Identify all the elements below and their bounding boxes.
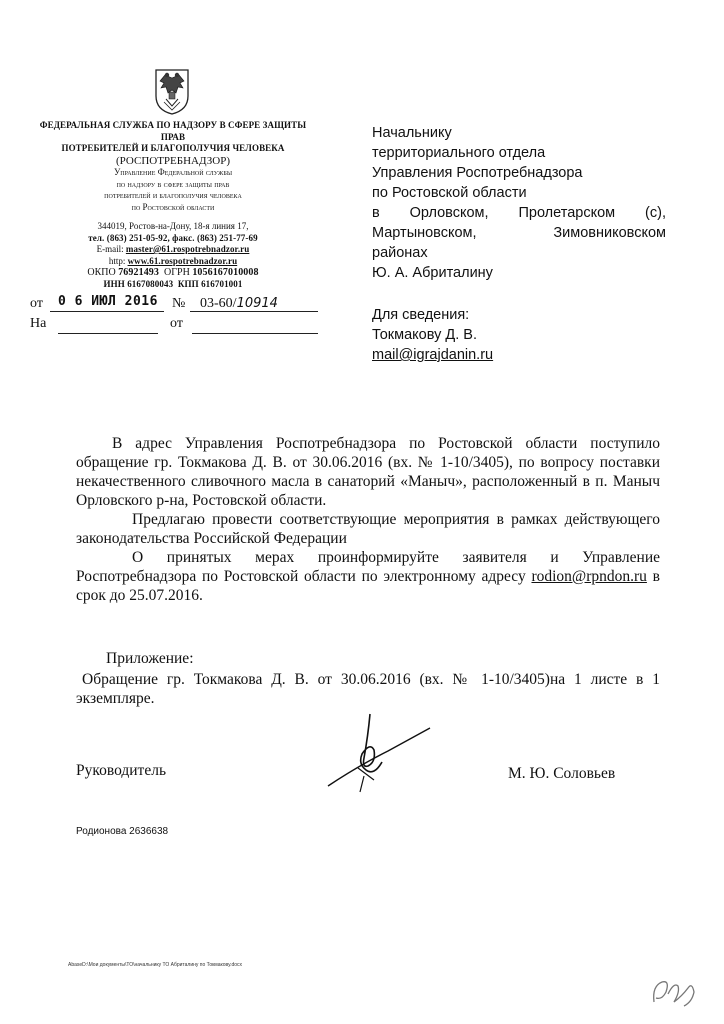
addressee-word: (с), — [645, 205, 666, 221]
email-label: E-mail: — [96, 244, 126, 254]
signatory-name: М. Ю. Соловьев — [508, 765, 616, 782]
addressee-line2: территориального отдела — [372, 145, 546, 161]
org-short-name: (РОСПОТРЕБНАДЗОР) — [116, 154, 230, 167]
addressee-word: Пролетарском — [518, 205, 616, 221]
number-prefix: 03-60/ — [200, 296, 237, 311]
coat-of-arms-icon — [150, 66, 194, 116]
number-value — [200, 296, 278, 312]
response-email-link[interactable]: rodion@rpndon.ru — [531, 568, 647, 585]
handwritten-initials-icon — [648, 972, 704, 1012]
organization-header — [28, 120, 318, 290]
org-name-line2: ПОТРЕБИТЕЛЕЙ И БЛАГОПОЛУЧИЯ ЧЕЛОВЕКА — [61, 143, 285, 153]
date-stamp: 0 6 ИЮЛ 2016 — [58, 294, 158, 309]
copy-name: Токмакову Д. В. — [372, 327, 477, 343]
org-inn-kpp — [28, 279, 318, 291]
okpo-value: 76921493 — [118, 267, 160, 278]
org-okpo-ogrn — [28, 267, 318, 279]
addressee-word: Зимовниковском — [553, 225, 666, 241]
on-label: На — [30, 316, 47, 331]
on-underline — [58, 333, 158, 334]
appendix-block — [76, 649, 660, 708]
date-underline — [50, 311, 164, 312]
dept-line2: по надзору в сфере защиты прав — [116, 178, 230, 189]
inn-value: 6167080043 — [127, 278, 174, 289]
p3-end: в срок до 25.07.2016. — [76, 568, 660, 604]
dept-line4: по Ростовской области — [131, 201, 215, 212]
copy-email-link[interactable]: mail@igrajdanin.ru — [372, 347, 494, 363]
addressee-block — [372, 123, 666, 365]
appendix-text: Обращение гр. Токмакова Д. В. от 30.06.2016 (вх. № 1-10/3405)на 1 листе в 1 экземпляре. — [76, 671, 660, 707]
org-address: 344019, Ростов-на-Дону, 18-я линия 17, — [97, 221, 249, 231]
kpp-label: КПП — [177, 278, 199, 289]
addressee-line3: Управления Роспотребнадзора — [372, 165, 583, 181]
number-label: № — [172, 296, 186, 311]
org-website-line — [28, 256, 318, 268]
of-underline — [192, 333, 318, 334]
org-email-line — [28, 244, 318, 256]
body-paragraph-2: Предлагаю провести соответствующие мероприятия в рамках действующего законодательства Российской Федерации — [76, 511, 660, 547]
from-label: от — [30, 296, 43, 311]
p3-start: О принятых мерах проинформируйте заявителя и Управление Роспотребнадзора по Ростовской области по электронному адресу — [76, 549, 660, 585]
addressee-line4: по Ростовской области — [372, 185, 527, 201]
addressee-word: в — [372, 205, 380, 221]
addressee-word: Мартыновском, — [372, 225, 477, 241]
kpp-value: 616701001 — [201, 278, 243, 289]
body-paragraph-3 — [76, 548, 660, 605]
okpo-label: ОКПО — [87, 267, 116, 278]
body-paragraph-1: В адрес Управления Роспотребнадзора по Ростовской области поступило обращение гр. Токмакова Д. В. от 30.06.2016 (вх. № 1-10/3405), по вопросу поставки некачественного сливочного масла в санаторий «Маныч», расположенный в п. Маныч Орловского р-на, Ростовской области. — [76, 435, 660, 509]
letter-body — [76, 434, 660, 605]
org-email-link[interactable]: master@61.rospotrebnadzor.ru — [125, 244, 250, 254]
addressee-line1: Начальнику — [372, 125, 452, 141]
performer-info: Родионова 2636638 — [76, 826, 169, 837]
http-label: http: — [108, 255, 128, 266]
of-label: от — [170, 316, 183, 331]
copy-label: Для сведения: — [372, 307, 470, 323]
appendix-label: Приложение: — [106, 650, 194, 667]
dept-line1: Управление Федеральной службы — [113, 167, 233, 177]
number-handwritten: 10914 — [236, 296, 278, 311]
org-name-line1: ФЕДЕРАЛЬНАЯ СЛУЖБА ПО НАДЗОРУ В СФЕРЕ ЗАЩИТЫ ПРАВ — [39, 120, 307, 142]
addressee-line6 — [372, 223, 666, 243]
dept-line3: потребителей и благополучия человека — [104, 190, 242, 200]
inn-label: ИНН — [103, 278, 125, 289]
file-path: AbaseD:\Мои документы\ТО\начальнику ТО Абриталину по Токмакову.docx — [68, 962, 243, 968]
ogrn-label: ОГРН — [164, 267, 190, 278]
addressee-word: Орловском, — [409, 205, 489, 221]
signatory-position: Руководитель — [76, 762, 167, 779]
addressee-line8: Ю. А. Абриталину — [372, 265, 493, 281]
org-website-link[interactable]: www.61.rospotrebnadzor.ru — [127, 255, 238, 266]
addressee-line7: районах — [372, 245, 428, 261]
addressee-line5 — [372, 203, 666, 223]
ogrn-value: 1056167010008 — [192, 267, 259, 278]
org-phones: тел. (863) 251-05-92, факс. (863) 251-77-69 — [88, 232, 258, 243]
handwritten-signature-icon — [318, 706, 438, 796]
